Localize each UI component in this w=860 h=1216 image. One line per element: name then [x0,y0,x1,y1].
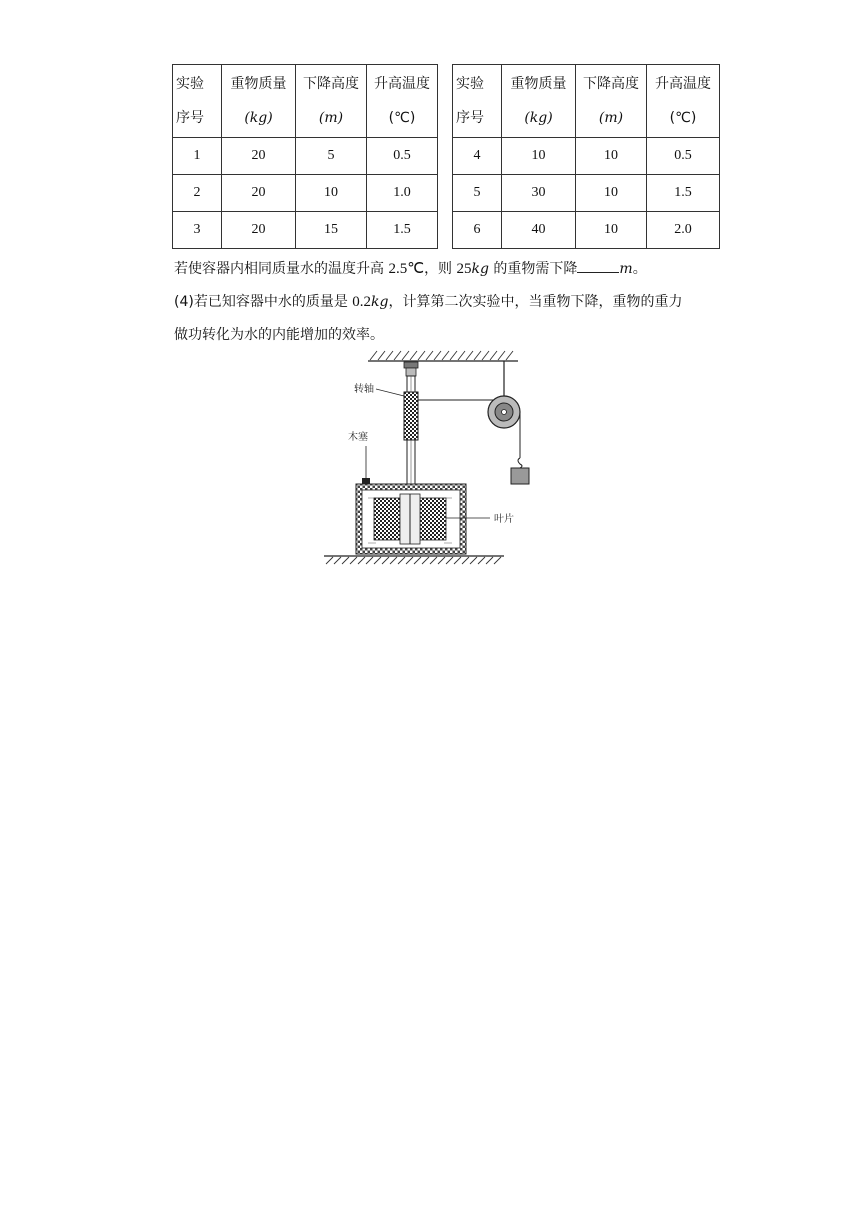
table-cell: 1.0 [367,175,438,212]
container [356,484,466,554]
top-bearing [404,362,418,368]
header-cell: 实验 序号 [453,65,502,138]
header-cell: 重物质量 (kg) [502,65,576,138]
table-cell: 40 [502,212,576,249]
blade-label: 叶片 [494,514,514,525]
table-cell: 10 [576,212,647,249]
header-cell: 升高温度 (℃) [367,65,438,138]
apparatus-figure [320,348,540,570]
question-4-text: (4)若已知容器中水的质量是 0.2kg，计算第二次实验中，当重物下降，重物的重力 [174,294,683,310]
table-gap [438,65,453,249]
table-cell: 30 [502,175,576,212]
table-cell: 10 [296,175,367,212]
blade-right [420,498,446,540]
header-cell: 重物质量 (kg) [222,65,296,138]
table-cell: 15 [296,212,367,249]
table-cell: 0.5 [367,138,438,175]
cork-label: 木塞 [348,432,368,443]
table-cell: 5 [296,138,367,175]
pulley [488,361,520,428]
table-cell: 0.5 [647,138,720,175]
header-cell: 实验 序号 [173,65,222,138]
answer-blank [577,259,619,273]
table-cell: 1 [173,138,222,175]
table-cell: 1.5 [367,212,438,249]
shaft-label: 转轴 [354,384,374,395]
weight [511,468,529,484]
table-cell: 20 [222,138,296,175]
table-cell: 10 [502,138,576,175]
header-cell: 下降高度 (m) [296,65,367,138]
table-cell: 1.5 [647,175,720,212]
table-cell: 6 [453,212,502,249]
question-4-text-line2: 做功转化为水的内能增加的效率。 [174,327,384,343]
table-cell: 20 [222,212,296,249]
table-cell: 2.0 [647,212,720,249]
table-cell: 20 [222,175,296,212]
header-cell: 升高温度 (℃) [647,65,720,138]
question-3-text: 若使容器内相同质量水的温度升高 2.5℃，则 25kg 的重物需下降 m。 [174,261,647,277]
table-cell: 10 [576,175,647,212]
data-table [172,64,720,249]
cork [362,478,370,484]
table-cell: 2 [173,175,222,212]
header-cell: 下降高度 (m) [576,65,647,138]
blade-left [374,498,400,540]
table-cell: 3 [173,212,222,249]
ground [324,556,504,564]
table-cell: 5 [453,175,502,212]
ceiling [368,351,518,361]
table-cell: 10 [576,138,647,175]
table-cell: 4 [453,138,502,175]
